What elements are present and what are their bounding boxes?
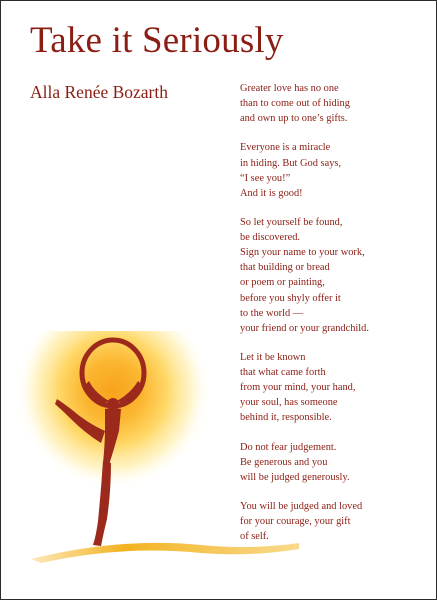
poem-line: of self.: [240, 531, 269, 543]
poem-stanza: [240, 215, 432, 336]
poem-title: Take it Seriously: [30, 20, 284, 61]
poem-line: that what came forth: [240, 367, 326, 379]
poem-line: Do not fear judgement.: [240, 441, 337, 453]
poem-line: or poem or painting,: [240, 277, 325, 289]
poem-line: Everyone is a miracle: [240, 142, 331, 154]
poem-line: for your courage, your gift: [240, 516, 351, 528]
poem-line: than to come out of hiding: [240, 98, 350, 110]
poem-line: Be generous and you: [240, 456, 328, 468]
dancer-with-hoop-and-sun-icon: [1, 331, 301, 599]
ground-swoosh: [31, 543, 299, 563]
poem-line: “I see you!”: [240, 172, 291, 184]
poem-line: your soul, has someone: [240, 397, 338, 409]
poem-line: And it is good!: [240, 187, 303, 199]
poem-line: will be judged generously.: [240, 471, 350, 483]
poem-line: behind it, responsible.: [240, 412, 332, 424]
poem-line: be discovered.: [240, 232, 301, 244]
poem-line: your friend or your grandchild.: [240, 322, 369, 334]
poem-line: that building or bread: [240, 262, 330, 274]
poem-line: Sign your name to your work,: [240, 247, 365, 259]
poem-author: Alla Renée Bozarth: [30, 82, 169, 102]
poem-line: in hiding. But God says,: [240, 157, 342, 169]
poem-line: and own up to one’s gifts.: [240, 113, 348, 125]
poem-line: to the world —: [240, 307, 304, 319]
poem-line: Greater love has no one: [240, 83, 339, 94]
poem-stanza: [240, 140, 432, 200]
poem-line: Let it be known: [240, 351, 306, 363]
poem-line: You will be judged and loved: [240, 501, 363, 513]
poem-line: So let yourself be found,: [240, 217, 343, 229]
poem-line: from your mind, your hand,: [240, 382, 356, 394]
poem-line: before you shyly offer it: [240, 292, 341, 304]
poem-stanza: [240, 81, 432, 126]
